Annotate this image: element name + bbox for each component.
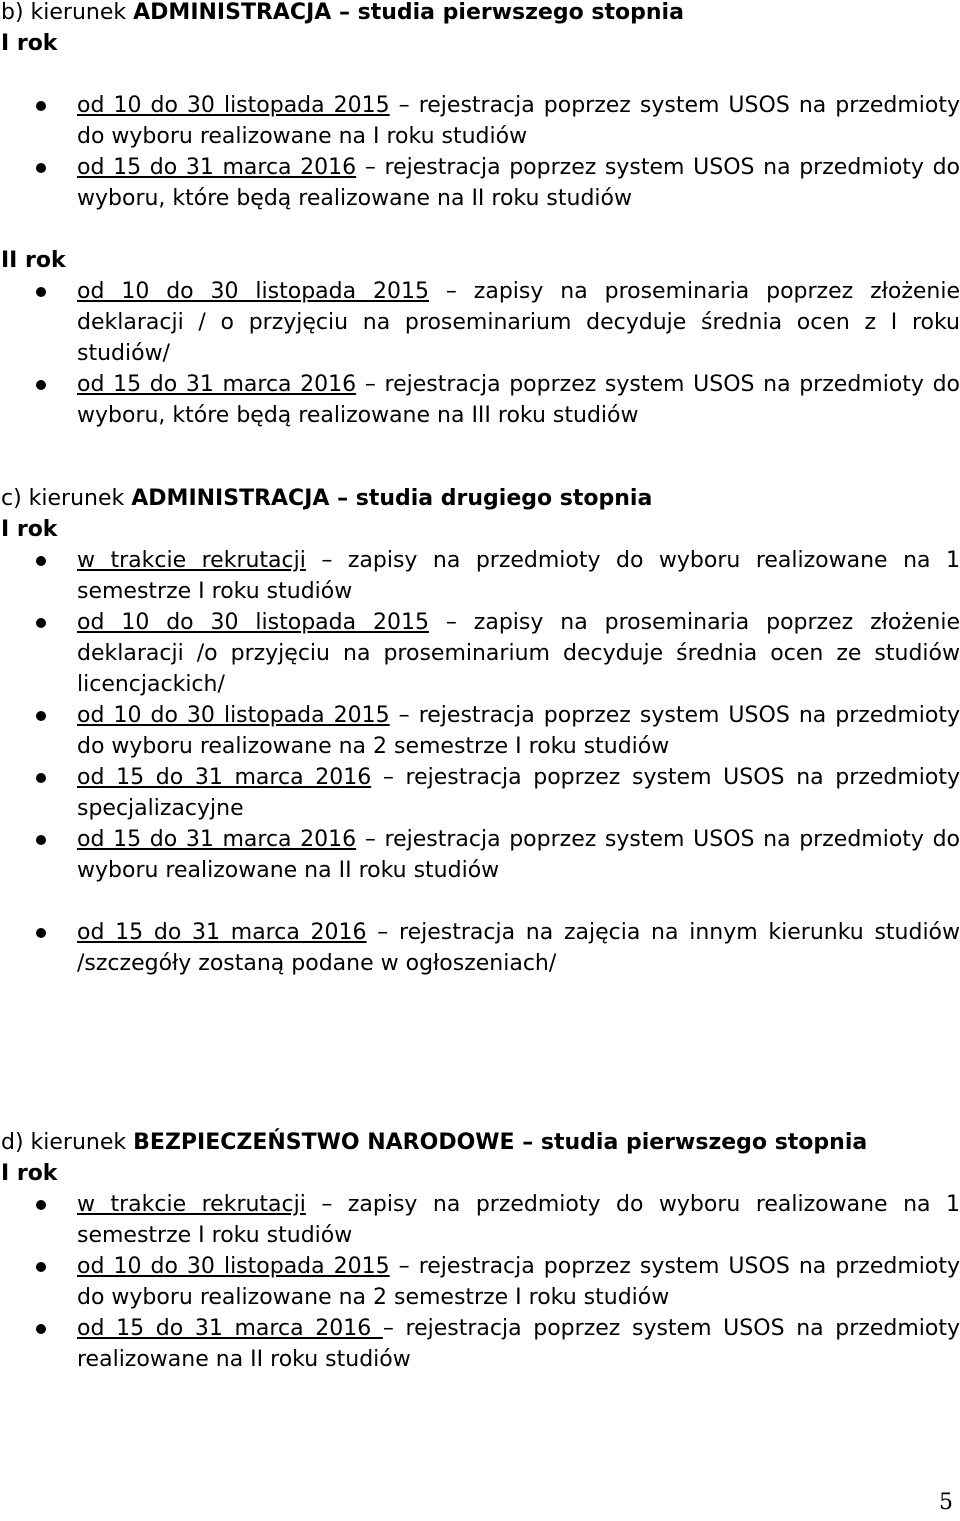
section-title: ADMINISTRACJA – studia drugiego stopnia	[131, 486, 653, 511]
section-prefix: b) kierunek	[1, 0, 134, 25]
list-item	[0, 917, 960, 979]
date-range: od 15 do 31 marca 2016	[77, 920, 367, 945]
date-range: od 15 do 31 marca 2016	[77, 372, 357, 397]
section-title: ADMINISTRACJA – studia pierwszego stopnia	[133, 0, 684, 25]
section-heading	[0, 1127, 901, 1158]
item-text: – zapisy na przedmioty do wyboru realizowane na 1 semestrze I roku studiów	[77, 548, 960, 604]
section-title: BEZPIECZEŃSTWO NARODOWE – studia pierwszego stopnia	[133, 1130, 868, 1155]
date-range: od 15 do 31 marca 2016	[77, 827, 357, 852]
date-range: w trakcie rekrutacji	[77, 548, 306, 573]
item-text: – rejestracja na zajęcia na innym kierunku studiów /szczegóły zostaną podane w ogłoszeniach/	[77, 920, 960, 976]
item-text: – zapisy na przedmioty do wyboru realizowane na 1 semestrze I roku studiów	[77, 1192, 960, 1248]
section-d	[0, 1127, 960, 1375]
section-heading	[0, 0, 960, 28]
list-item	[0, 545, 960, 607]
list-item	[0, 824, 960, 886]
item-text: – rejestracja poprzez system USOS na przedmioty do wyboru realizowane na 2 semestrze I roku studiów	[77, 703, 960, 759]
list-item	[0, 607, 960, 700]
list-item	[0, 1189, 960, 1251]
list-item	[0, 90, 960, 152]
list-item	[0, 276, 960, 369]
list-item	[0, 152, 960, 214]
list-item	[0, 1251, 960, 1313]
item-text: – rejestracja poprzez system USOS na przedmioty do wyboru realizowane na I roku studiów	[77, 93, 960, 149]
year-label: I rok	[1, 517, 58, 542]
section-c	[0, 483, 960, 979]
date-range: od 10 do 30 listopada 2015	[77, 610, 429, 635]
page-number: 5	[939, 1490, 953, 1515]
item-text: – rejestracja poprzez system USOS na przedmioty do wyboru, które będą realizowane na III roku studiów	[77, 372, 960, 428]
date-range: w trakcie rekrutacji	[77, 1192, 306, 1217]
schedule-list	[0, 545, 960, 979]
list-item	[0, 369, 960, 431]
section-prefix: c) kierunek	[1, 486, 132, 511]
item-text: – zapisy na proseminaria poprzez złożenie deklaracji /o przyjęciu na proseminarium decyduje średnia ocen ze studiów licencjackich/	[77, 610, 960, 697]
schedule-list	[0, 90, 960, 214]
date-range: od 15 do 31 marca 2016	[77, 765, 372, 790]
date-range: od 10 do 30 listopada 2015	[77, 703, 390, 728]
year-label: I rok	[1, 31, 58, 56]
list-item	[0, 1313, 960, 1375]
section-heading	[0, 483, 960, 514]
item-text: – zapisy na proseminaria poprzez złożenie deklaracji / o przyjęciu na proseminarium decyduje średnia ocen z I roku studiów/	[77, 279, 960, 366]
list-item	[0, 762, 960, 824]
date-range: od 10 do 30 listopada 2015	[77, 1254, 390, 1279]
date-range: od 10 do 30 listopada 2015	[77, 93, 390, 118]
section-prefix: d) kierunek	[1, 1130, 134, 1155]
year-label: II rok	[1, 248, 66, 273]
schedule-list	[0, 1189, 960, 1375]
year-label: I rok	[1, 1161, 58, 1186]
schedule-list	[0, 276, 960, 431]
section-b	[0, 0, 960, 431]
item-text: – rejestracja poprzez system USOS na przedmioty realizowane na II roku studiów	[77, 1316, 960, 1372]
item-text: – rejestracja poprzez system USOS na przedmioty specjalizacyjne	[77, 765, 960, 821]
date-range: od 15 do 31 marca 2016	[77, 1316, 383, 1341]
item-text: – rejestracja poprzez system USOS na przedmioty do wyboru realizowane na II roku studiów	[77, 827, 960, 883]
list-item	[0, 700, 960, 762]
date-range: od 10 do 30 listopada 2015	[77, 279, 429, 304]
item-text: – rejestracja poprzez system USOS na przedmioty do wyboru realizowane na 2 semestrze I roku studiów	[77, 1254, 960, 1310]
item-text: – rejestracja poprzez system USOS na przedmioty do wyboru, które będą realizowane na II roku studiów	[77, 155, 960, 211]
date-range: od 15 do 31 marca 2016	[77, 155, 357, 180]
